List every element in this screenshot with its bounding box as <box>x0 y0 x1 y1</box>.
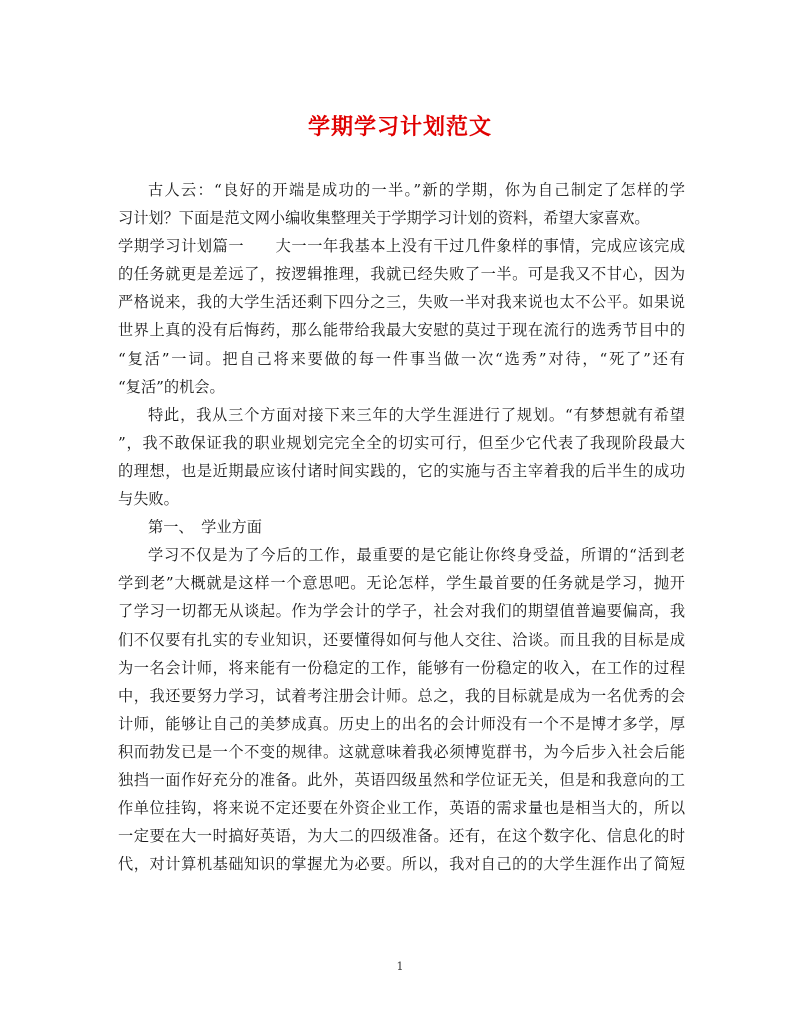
paragraph-line: “复活”一词。把自己将来要做的每一件事当做一次“选秀”对待，“死了”还有 <box>118 349 685 368</box>
paragraph-line: 一定要在大一时搞好英语，为大二的四级准备。还有，在这个数字化、信息化的时 <box>118 827 685 846</box>
paragraph-line: 作单位挂钩，将来说不定还要在外资企业工作，英语的需求量也是相当大的，所以 <box>118 799 685 818</box>
document-body <box>118 176 685 878</box>
paragraph-line: 学到老”大概就是这样一个意思吧。无论怎样，学生最首要的任务就是学习，抛开 <box>118 574 685 593</box>
paragraph-line: 学期学习计划篇一 大一一年我基本上没有干过几件象样的事情，完成应该完成 <box>118 237 685 256</box>
paragraph-line: 们不仅要有扎实的专业知识，还要懂得如何与他人交往、洽谈。而且我的目标是成 <box>118 630 685 649</box>
paragraph-line: ”，我不敢保证我的职业规划完完全全的切实可行，但至少它代表了我现阶段最大 <box>118 433 685 452</box>
paragraph-line: 计师，能够让自己的美梦成真。历史上的出名的会计师没有一个不是博才多学，厚 <box>118 714 685 733</box>
paragraph-line: 的理想，也是近期最应该付诸时间实践的，它的实施与否主宰着我的后半生的成功 <box>118 461 685 480</box>
paragraph-line: 代，对计算机基础知识的掌握尤为必要。所以，我对自己的的大学生涯作出了简短 <box>118 855 685 874</box>
paragraph-line: 特此，我从三个方面对接下来三年的大学生涯进行了规划。“有梦想就有希望 <box>148 405 685 424</box>
paragraph-line: 世界上真的没有后悔药，那么能带给我最大安慰的莫过于现在流行的选秀节目中的 <box>118 321 685 340</box>
paragraph-line: 习计划？下面是范文网小编收集整理关于学期学习计划的资料，希望大家喜欢。 <box>118 209 650 228</box>
paragraph-line: “复活”的机会。 <box>118 377 225 396</box>
section-heading: 第一、 学业方面 <box>148 518 262 537</box>
paragraph-line: 严格说来，我的大学生活还剩下四分之三，失败一半对我来说也太不公平。如果说 <box>118 293 685 312</box>
paragraph-line: 积而勃发已是一个不变的规律。这就意味着我必须博览群书，为今后步入社会后能 <box>118 742 685 761</box>
paragraph-line: 的任务就更是差远了，按逻辑推理，我就已经失败了一半。可是我又不甘心，因为 <box>118 265 685 284</box>
paragraph-line: 与失败。 <box>118 490 179 509</box>
paragraph-line: 古人云：“良好的开端是成功的一半。”新的学期，你为自己制定了怎样的学 <box>148 181 685 199</box>
paragraph-line: 独挡一面作好充分的准备。此外，英语四级虽然和学位证无关，但是和我意向的工 <box>118 770 685 789</box>
paragraph-line: 为一名会计师，将来能有一份稳定的工作，能够有一份稳定的收入，在工作的过程 <box>118 658 685 677</box>
paragraph-line: 学习不仅是为了今后的工作，最重要的是它能让你终身受益，所谓的“活到老 <box>148 546 685 565</box>
paragraph-line: 了学习一切都无从谈起。作为学会计的学子，社会对我们的期望值普遍要偏高，我 <box>118 602 685 621</box>
document-title: 学期学习计划范文 <box>307 114 492 140</box>
paragraph-line: 中，我还要努力学习，试着考注册会计师。总之，我的目标就是成为一名优秀的会 <box>118 686 685 705</box>
page-number: 1 <box>396 960 404 973</box>
